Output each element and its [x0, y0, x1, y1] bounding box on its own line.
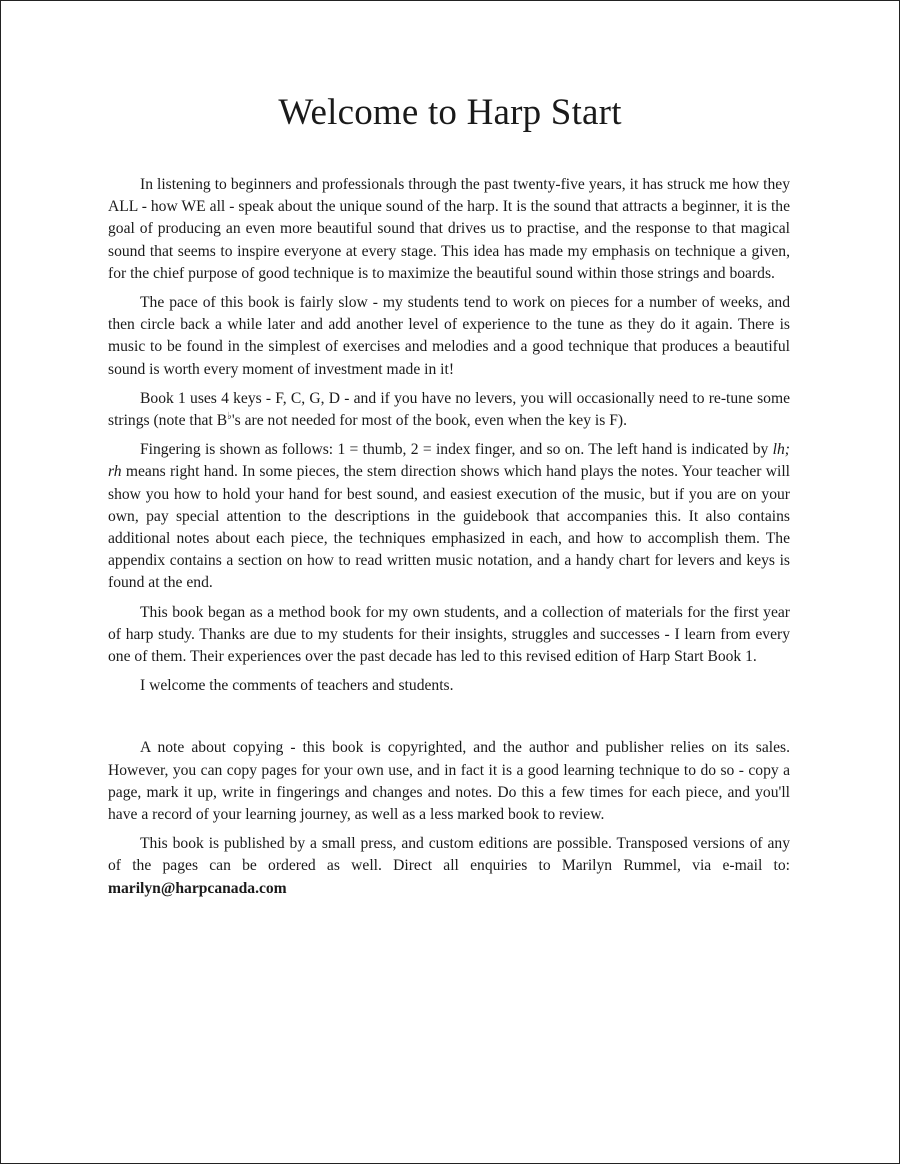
- fingering-text-end: means right hand. In some pieces, the stem direction shows which hand plays the notes. Your teacher will show you how to hold your hand for best sound, and easiest execution of the music, but if you are on your own, pay special attention to the descriptions in the guidebook that accompanies this. It also contains additional notes about each piece, the techniques emphasized in each, and how to accomplish them. The appendix contains a section on how to read written music notation, and a handy chart for levers and keys is found at the end.: [108, 463, 790, 592]
- right-hand-abbrev: rh: [108, 463, 122, 481]
- paragraph-copying-note: A note about copying - this book is copyrighted, and the author and publisher relies on its sales. However, you can copy pages for your own use, and in fact it is a good learning technique to do so - copy a page, mark it up, write in fingerings and changes and notes. Do this a few times for each piece, and you'll have a record of your learning journey, as well as a less marked book to review.: [108, 739, 790, 824]
- paragraph-method-book: This book began as a method book for my own students, and a collection of materials for the first year of harp study. Thanks are due to my students for their insights, struggles and successes - I learn from every one of them. Their experiences over the past decade has led to this revised edition of Harp Start Book 1.: [108, 603, 790, 666]
- paragraph-fingering: [108, 439, 790, 594]
- fingering-separator: ;: [784, 441, 790, 459]
- document-body: [108, 174, 790, 907]
- paragraph-keys-text-end: 's are not needed for most of the book, even when the key is F).: [231, 412, 627, 430]
- publisher-text: This book is published by a small press, and custom editions are possible. Transposed versions of any of the pages can be ordered as well. Direct all enquiries to Marilyn Rummel, via e-mail to:: [108, 835, 790, 875]
- flat-symbol: ♭: [227, 410, 232, 422]
- paragraph-sound-of-harp: In listening to beginners and professionals through the past twenty-five years, it has struck me how they ALL - how WE all - speak about the unique sound of the harp. It is the sound that attracts a beginner, it is the goal of producing an even more beautiful sound that drives us to practise, and the response to that magical sound that seems to inspire everyone at every stage. This idea has made my emphasis on technique a given, for the chief purpose of good technique is to maximize the beautiful sound within those strings and boards.: [108, 176, 790, 282]
- paragraph-welcome-comments: I welcome the comments of teachers and students.: [140, 677, 454, 695]
- paragraph-keys-text-start: Book 1 uses 4 keys - F, C, G, D - and if you have no levers, you will occasionally need to re-tune some strings (note that B: [108, 389, 790, 430]
- paragraph-publisher: [108, 833, 790, 900]
- left-hand-abbrev: lh: [772, 441, 785, 459]
- contact-email: marilyn@harpcanada.com: [108, 879, 287, 897]
- paragraph-pace: The pace of this book is fairly slow - my students tend to work on pieces for a number of weeks, and then circle back a while later and add another level of experience to the tune as they do it again. There is music to be found in the simplest of exercises and melodies and a good technique that produces a beautiful sound is worth every moment of investment made in it!: [108, 294, 790, 378]
- page-title: Welcome to Harp Start: [278, 92, 622, 133]
- fingering-text-start: Fingering is shown as follows: 1 = thumb, 2 = index finger, and so on. The left hand is indicated by: [140, 441, 773, 459]
- paragraph-keys: [108, 388, 790, 432]
